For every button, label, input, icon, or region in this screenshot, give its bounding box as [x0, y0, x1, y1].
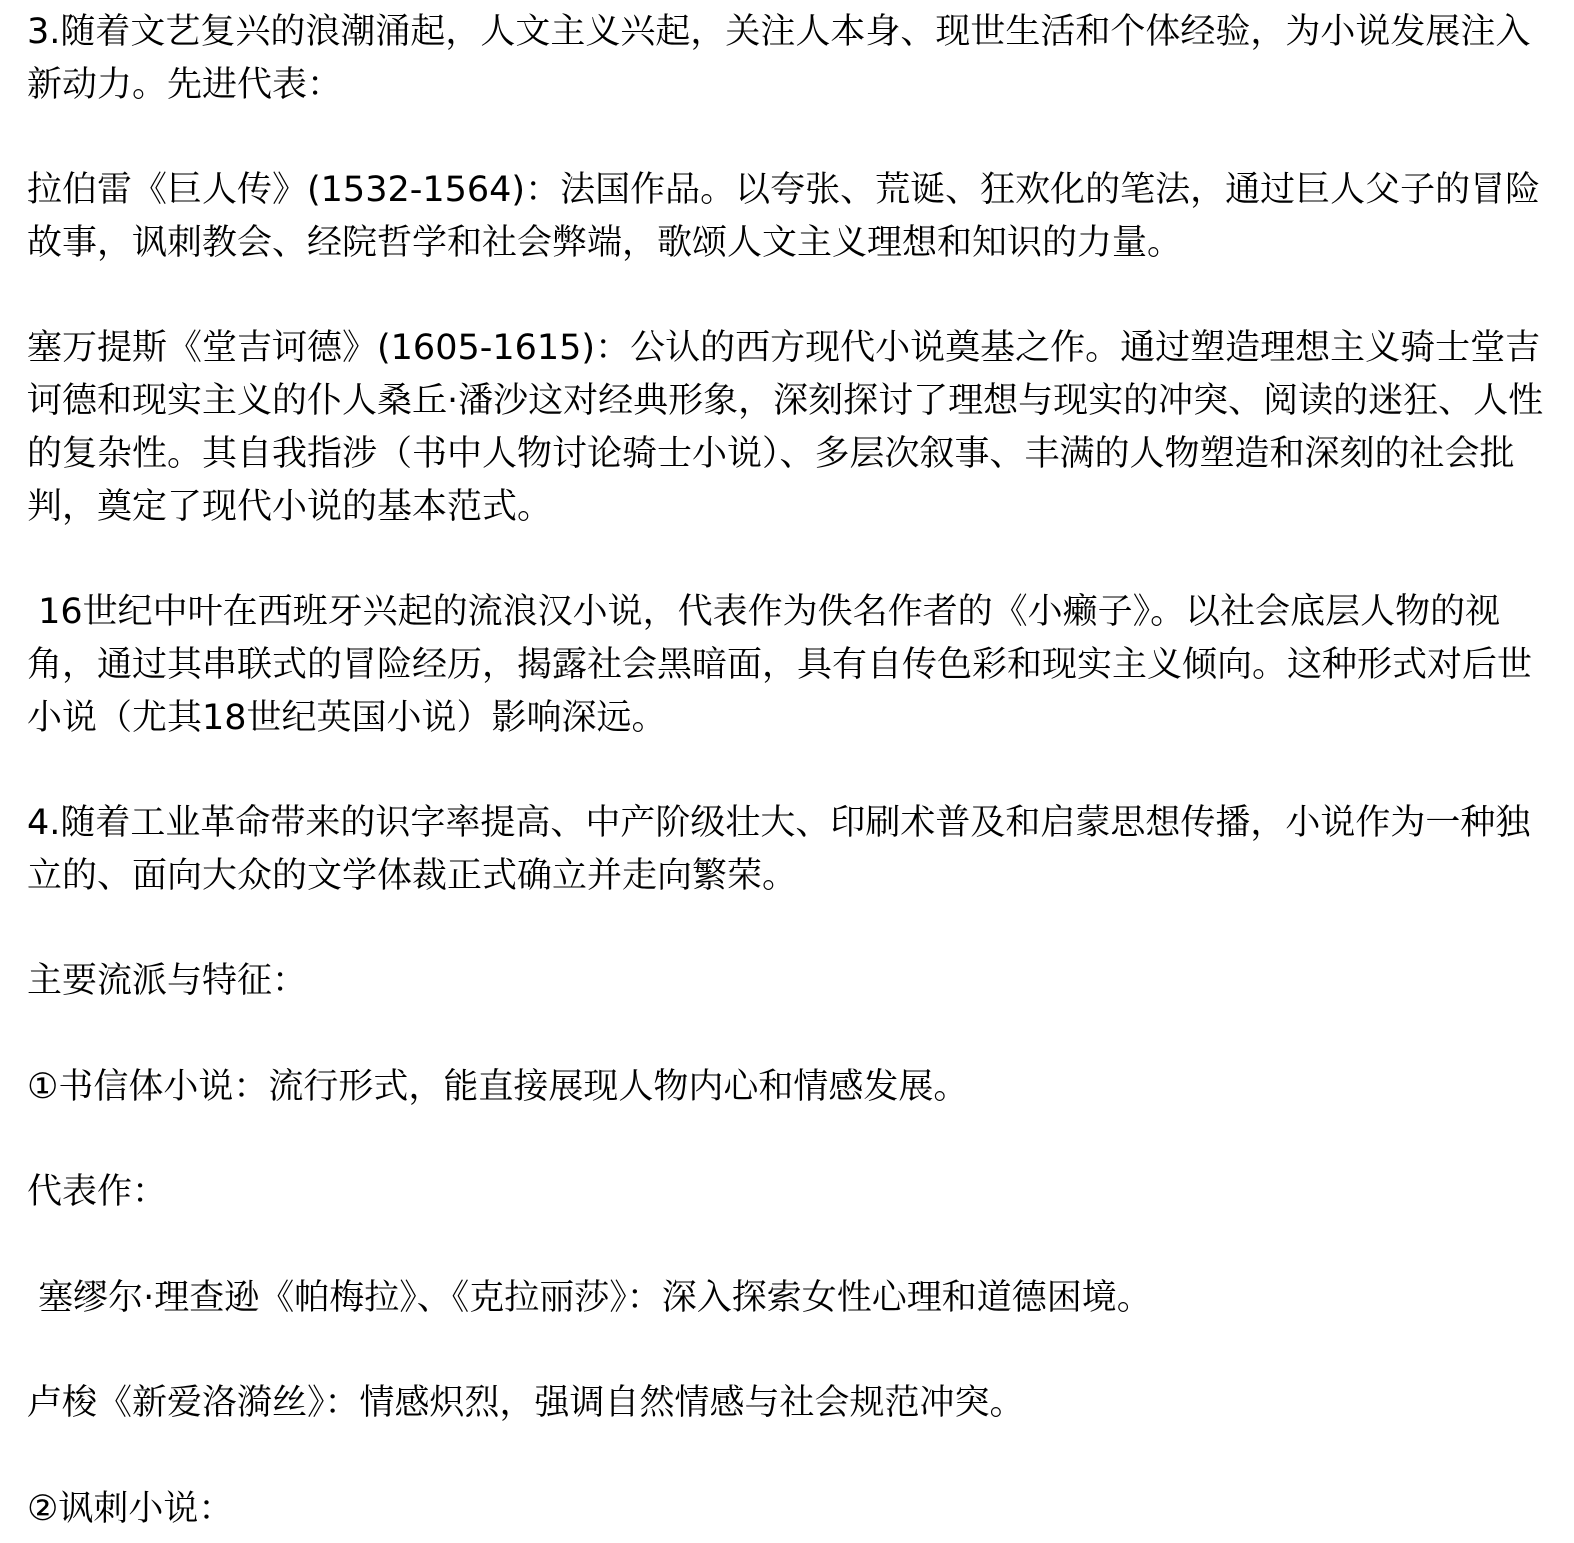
paragraph-epistolary-novel: ①书信体小说：流行形式，能直接展现人物内心和情感发展。 [27, 1067, 969, 1107]
paragraph-rousseau: 卢梭《新爱洛漪丝》：情感炽烈，强调自然情感与社会规范冲突。 [27, 1383, 1025, 1423]
heading-main-schools: 主要流派与特征： [27, 961, 308, 1001]
label-representative-works: 代表作： [27, 1172, 168, 1212]
paragraph-renaissance-intro: 3.随着文艺复兴的浪潮涌起，人文主义兴起，关注人本身、现世生活和个体经验，为小说发展注入新动力。先进代表： [27, 12, 1531, 105]
paragraph-richardson: 塞缪尔·理查逊《帕梅拉》、《克拉丽莎》：深入探索女性心理和道德困境。 [27, 1278, 1152, 1318]
paragraph-cervantes: 塞万提斯《堂吉诃德》(1605-1615)：公认的西方现代小说奠基之作。通过塑造理想主义骑士堂吉诃德和现实主义的仆人桑丘·潘沙这对经典形象，深刻探讨了理想与现实的冲突、阅读的迷狂、人性的复杂性。其自我指涉（书中人物讨论骑士小说）、多层次叙事、丰满的人物塑造和深刻的社会批判，奠定了现代小说的基本范式。 [27, 328, 1544, 527]
paragraph-picaresque-novel: 16世纪中叶在西班牙兴起的流浪汉小说，代表作为佚名作者的《小癞子》。以社会底层人物的视角，通过其串联式的冒险经历，揭露社会黑暗面，具有自传色彩和现实主义倾向。这种形式对后世小说（尤其18世纪英国小说）影响深远。 [27, 592, 1533, 738]
heading-satirical-novel: ②讽刺小说： [27, 1489, 234, 1529]
paragraph-rabelais: 拉伯雷《巨人传》(1532-1564)：法国作品。以夸张、荒诞、狂欢化的笔法，通过巨人父子的冒险故事，讽刺教会、经院哲学和社会弊端，歌颂人文主义理想和知识的力量。 [27, 170, 1541, 263]
paragraph-industrial-revolution: 4.随着工业革命带来的识字率提高、中产阶级壮大、印刷术普及和启蒙思想传播，小说作为一种独立的、面向大众的文学体裁正式确立并走向繁荣。 [27, 803, 1531, 896]
